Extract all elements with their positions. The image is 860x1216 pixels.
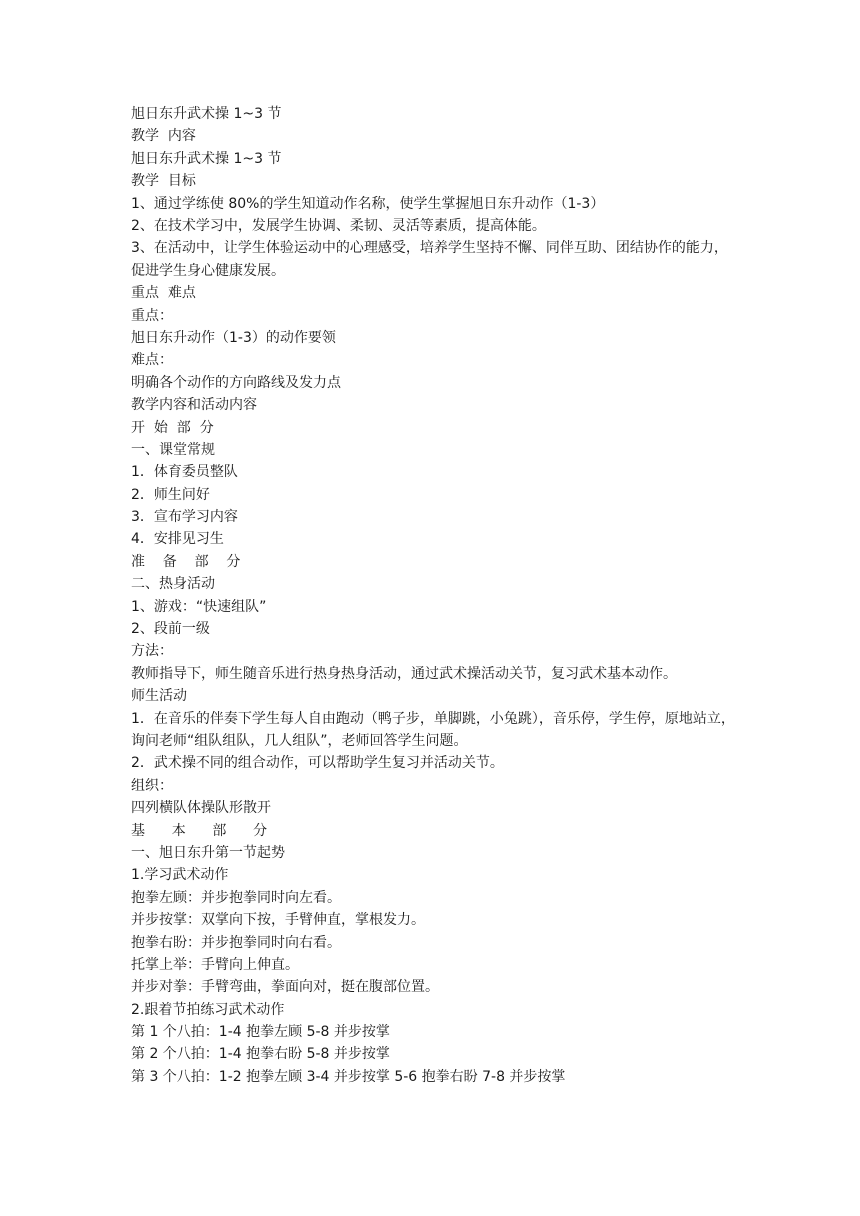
move-5: 并步对拳：手臂弯曲，拳面向对，挺在腹部位置。 (131, 979, 439, 996)
key-difficulty-heading: 重点 难点 (131, 285, 196, 302)
eight-beat-1: 第 1 个八拍：1-4 抱拳左顾 5-8 并步按掌 (131, 1024, 390, 1041)
routine-item-1: 1．体育委员整队 (131, 464, 238, 481)
activity-item-2: 2．武术操不同的组合动作，可以帮助学生复习并活动关节。 (131, 755, 504, 772)
key-point-text: 旭日东升动作（1-3）的动作要领 (131, 329, 336, 346)
key-point-label: 重点： (131, 307, 173, 324)
warmup-item-2: 2、段前一级 (131, 621, 210, 638)
move-3: 抱拳右盼：并步抱拳同时向右看。 (131, 934, 341, 951)
doc-title: 旭日东升武术操 1~3 节 (131, 106, 282, 122)
organization-label: 组织： (131, 777, 173, 794)
eight-beat-3: 第 3 个八拍：1-2 抱拳左顾 3-4 并步按掌 5-6 抱拳右盼 7-8 并步按掌 (131, 1068, 566, 1085)
activity-item-1: 1．在音乐的伴奏下学生每人自由跑动（鸭子步，单脚跳，小兔跳），音乐停，学生停，原地站立，询问老师“组队组队，几人组队”，老师回答学生问题。 (131, 710, 735, 749)
lesson-part-1-heading: 一、旭日东升第一节起势 (131, 844, 285, 861)
eight-beat-2: 第 2 个八拍：1-4 抱拳右盼 5-8 并步按掌 (131, 1046, 390, 1063)
warmup-item-1: 1、游戏：“快速组队” (131, 598, 267, 615)
organization-text: 四列横队体操队形散开 (131, 800, 271, 817)
warmup-heading: 二、热身活动 (131, 576, 215, 593)
routine-item-4: 4．安排见习生 (131, 531, 224, 548)
method-label: 方法： (131, 643, 173, 660)
routine-item-3: 3．宣布学习内容 (131, 509, 238, 526)
section-prep-heading: 准 备 部 分 (131, 553, 241, 570)
learn-moves-heading: 1.学习武术动作 (131, 867, 229, 884)
practice-beats-heading: 2.跟着节拍练习武术动作 (131, 1001, 285, 1018)
difficulty-label: 难点： (131, 352, 173, 369)
document-body (131, 103, 741, 1088)
section-basic-heading: 基 本 部 分 (131, 822, 268, 839)
routine-item-2: 2．师生问好 (131, 486, 210, 503)
class-routine-heading: 一、课堂常规 (131, 441, 215, 458)
goal-item-2: 2、在技术学习中，发展学生协调、柔韧、灵活等素质，提高体能。 (131, 217, 546, 234)
activity-content-heading: 教学内容和活动内容 (131, 397, 257, 414)
goal-item-1: 1、通过学练使 80%的学生知道动作名称，使学生掌握旭日东升动作（1-3） (131, 195, 605, 212)
section-start-heading: 开 始 部 分 (131, 419, 214, 436)
move-4: 托掌上举：手臂向上伸直。 (131, 956, 299, 973)
move-2: 并步按掌：双掌向下按，手臂伸直，掌根发力。 (131, 912, 425, 929)
teacher-student-activity-heading: 师生活动 (131, 688, 187, 705)
teaching-content-heading: 教学 内容 (131, 128, 196, 145)
goal-item-3: 3、在活动中，让学生体验运动中的心理感受，培养学生坚持不懈、同伴互助、团结协作的能力，促进学生身心健康发展。 (131, 240, 728, 279)
difficulty-text: 明确各个动作的方向路线及发力点 (131, 374, 341, 391)
move-1: 抱拳左顾：并步抱拳同时向左看。 (131, 889, 341, 906)
teaching-content-text: 旭日东升武术操 1~3 节 (131, 150, 282, 167)
teaching-goal-heading: 教学 目标 (131, 173, 196, 190)
method-text: 教师指导下，师生随音乐进行热身热身活动，通过武术操活动关节，复习武术基本动作。 (131, 665, 677, 682)
